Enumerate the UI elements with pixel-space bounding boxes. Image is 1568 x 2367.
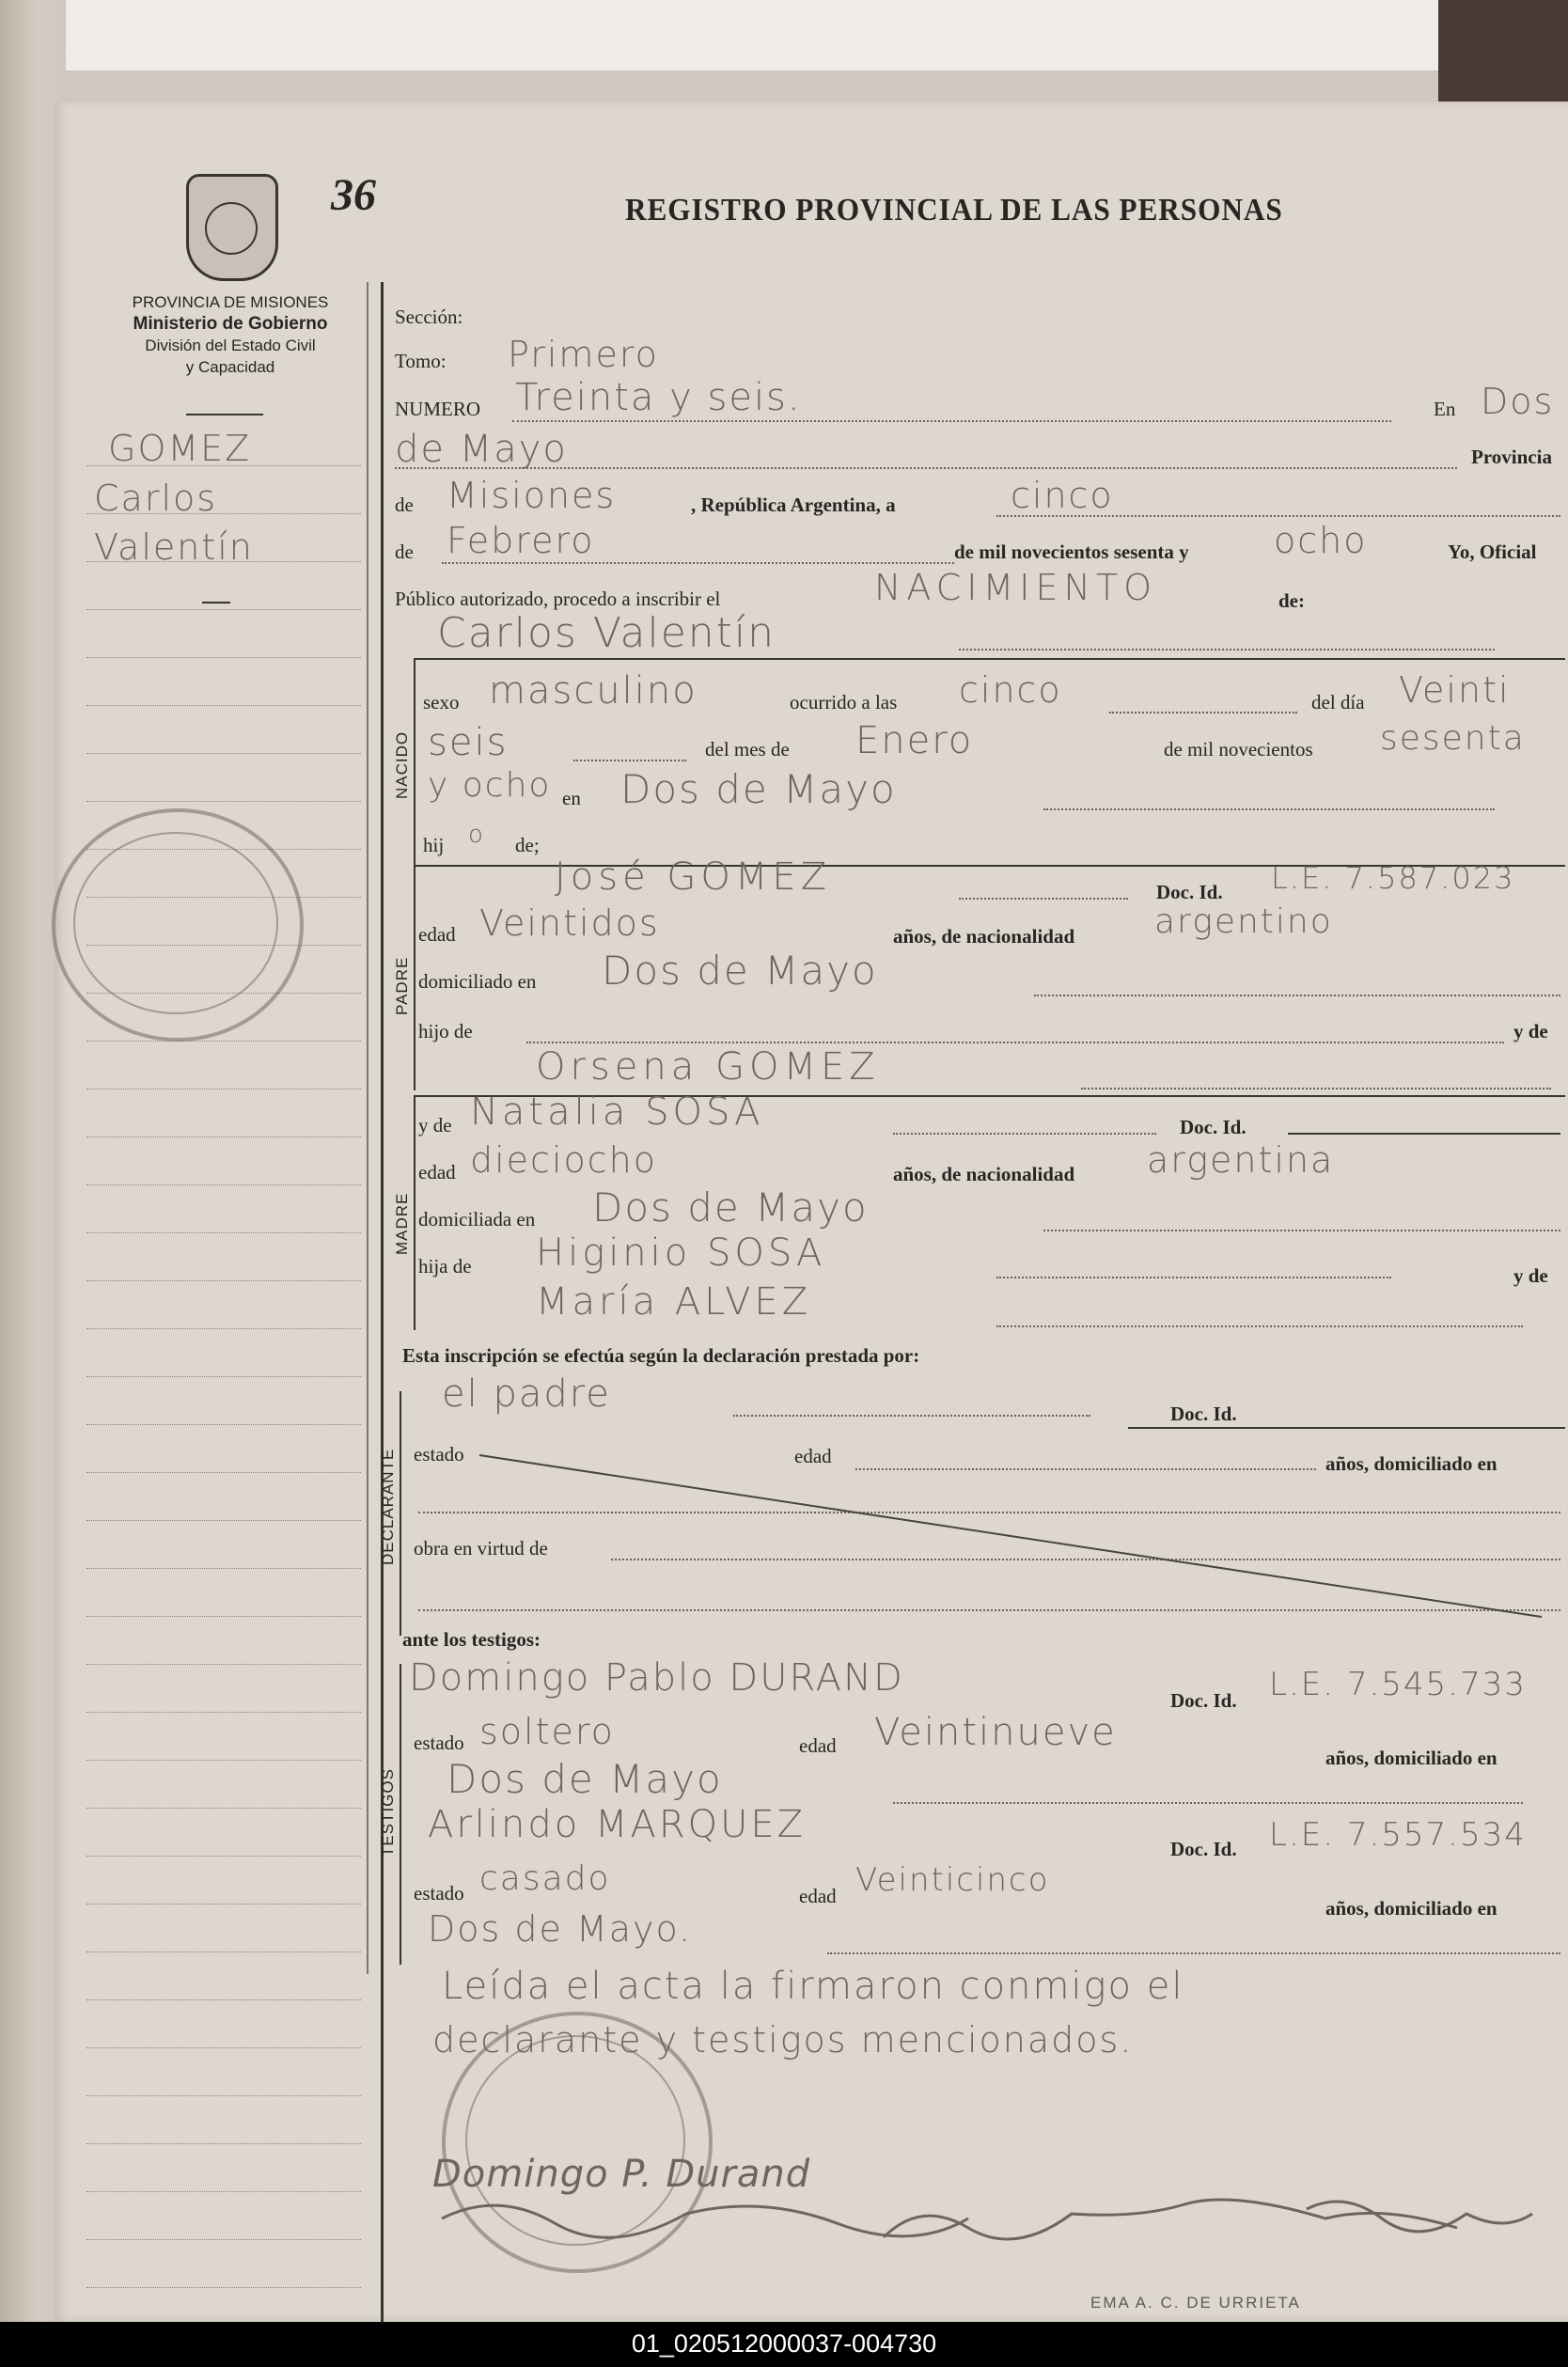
domicilio-label: domiciliada en <box>418 1208 536 1231</box>
testigo2-nombre-value: Arlindo MARQUEZ <box>428 1803 807 1846</box>
mil-label: de mil novecientos <box>1164 738 1313 760</box>
de-label: de <box>395 494 414 516</box>
inscripto-value: Carlos Valentín <box>437 609 776 657</box>
document-title: REGISTRO PROVINCIAL DE LAS PERSONAS <box>625 193 1283 227</box>
hijo-de-label: hijo de <box>418 1020 473 1042</box>
hijo-suffix-value: o <box>468 821 485 849</box>
anios-domicilio-label: años, domiciliado en <box>1325 1747 1497 1769</box>
numero-label: NUMERO <box>395 398 481 420</box>
anio2-value: y ocho <box>428 766 552 805</box>
nacido-section-label: NACIDO <box>393 730 411 799</box>
edad-label: edad <box>418 1161 456 1184</box>
madre-padre-value: Higinio SOSA <box>536 1231 826 1275</box>
margin-surname: GOMEZ <box>108 428 252 469</box>
issuing-authority: PROVINCIA DE MISIONES Ministerio de Gobierno División del Estado Civil y Capacidad <box>132 293 329 376</box>
padre-domicilio-value: Dos de Mayo <box>602 948 878 994</box>
madre-section-label: MADRE <box>393 1192 411 1255</box>
edad-label: edad <box>794 1445 832 1467</box>
margin-given-name-1: Carlos <box>94 478 218 519</box>
dia-value: cinco <box>1011 475 1114 516</box>
padre-doc-value: L.E. 7.587.023 <box>1271 860 1515 896</box>
declarante-value: el padre <box>442 1372 611 1416</box>
edad-label: edad <box>799 1734 837 1757</box>
numero-value: Treinta y seis. <box>515 376 802 419</box>
estado-label: estado <box>414 1732 464 1754</box>
testigo2-doc-value: L.E. 7.557.534 <box>1269 1816 1527 1854</box>
ocurrido-label: ocurrido a las <box>790 691 898 713</box>
tomo-value: Primero <box>508 334 659 375</box>
mes-value: Febrero <box>447 520 595 561</box>
padre-edad-value: Veintidos <box>479 902 660 944</box>
declarante-section-label: DECLARANTE <box>379 1448 397 1565</box>
del-dia-label: del día <box>1311 691 1365 713</box>
padre-nombre-value: José GOMEZ <box>555 855 832 899</box>
madre-domicilio-value: Dos de Mayo <box>592 1184 869 1231</box>
de-label: de <box>395 541 414 563</box>
testigo2-estado-value: casado <box>479 1859 611 1898</box>
en-label: en <box>562 787 581 809</box>
yo-label: Yo, Oficial <box>1448 541 1537 563</box>
anios-domicilio-label: años, domiciliado en <box>1325 1897 1497 1920</box>
y-de-label: y de <box>418 1114 452 1136</box>
padre-madre-value: Orsena GOMEZ <box>536 1045 880 1089</box>
mil-label: de mil novecientos sesenta y <box>954 541 1189 563</box>
del-mes-label: del mes de <box>705 738 790 760</box>
padre-nacionalidad-value: argentino <box>1154 902 1333 941</box>
domicilio-label: domiciliado en <box>418 970 537 993</box>
de-colon-label: de: <box>1278 589 1305 612</box>
mes-value: Enero <box>855 719 974 762</box>
page-number: 36 <box>331 170 376 220</box>
lugar-value: de Mayo <box>395 428 568 471</box>
seccion-label: Sección: <box>395 306 463 328</box>
testigo1-edad-value: Veintinueve <box>874 1711 1117 1754</box>
anio-value: sesenta <box>1380 719 1526 758</box>
provincia-value: Misiones <box>447 475 617 516</box>
madre-doc-label: Doc. Id. <box>1180 1116 1247 1138</box>
anio-value: ocho <box>1274 520 1368 561</box>
republica-label: , República Argentina, a <box>691 494 896 516</box>
margin-given-name-2: Valentín <box>94 526 254 568</box>
y-de-label: y de <box>1513 1020 1548 1042</box>
testigo1-estado-value: soltero <box>479 1711 615 1752</box>
lugar-value: Dos de Mayo <box>620 766 897 812</box>
declarante-intro: Esta inscripción se efectúa según la declaración prestada por: <box>402 1344 920 1367</box>
estado-label: estado <box>414 1443 464 1466</box>
hora-value: cinco <box>959 669 1062 711</box>
estado-label: estado <box>414 1882 464 1905</box>
closing-line-2: declarante y testigos mencionados. <box>432 2019 1134 2061</box>
testigos-intro: ante los testigos: <box>402 1628 541 1651</box>
testigo1-domicilio-value: Dos de Mayo <box>447 1756 723 1802</box>
madre-nacionalidad-value: argentina <box>1147 1139 1335 1181</box>
printer-imprint: EMA A. C. DE URRIETA <box>1090 2294 1301 2312</box>
closing-line-1: Leída el acta la firmaron conmigo el <box>442 1965 1184 2008</box>
anios-domicilio-label: años, domiciliado en <box>1325 1452 1497 1475</box>
testigo1-doc-value: L.E. 7.545.733 <box>1269 1666 1527 1703</box>
en-label: En <box>1434 398 1456 420</box>
signature-testigo1: Domingo P. Durand <box>432 2153 811 2196</box>
provincia-label: Provincia <box>1471 446 1552 468</box>
nacionalidad-label: años, de nacionalidad <box>893 925 1075 948</box>
sexo-value: masculino <box>489 669 698 713</box>
acto-value: NACIMIENTO <box>874 567 1158 608</box>
dia-value: Veinti <box>1399 669 1511 711</box>
testigo2-edad-value: Veinticinco <box>855 1861 1050 1899</box>
testigo1-nombre-value: Domingo Pablo DURAND <box>409 1656 904 1700</box>
hijo-label: hij <box>423 834 445 856</box>
madre-madre-value: María ALVEZ <box>536 1280 812 1324</box>
dia2-value: seis <box>428 721 509 764</box>
sexo-label: sexo <box>423 691 460 713</box>
madre-edad-value: dieciocho <box>470 1139 657 1181</box>
edad-label: edad <box>799 1885 837 1907</box>
declarante-doc-label: Doc. Id. <box>1170 1403 1237 1425</box>
padre-doc-label: Doc. Id. <box>1156 881 1223 903</box>
edad-label: edad <box>418 923 456 946</box>
obra-label: obra en virtud de <box>414 1537 548 1560</box>
publico-label: Público autorizado, procedo a inscribir el <box>395 588 721 610</box>
de-label: de; <box>515 834 540 856</box>
testigo1-doc-label: Doc. Id. <box>1170 1689 1237 1712</box>
hija-de-label: hija de <box>418 1255 472 1278</box>
en-value: Dos <box>1481 381 1555 422</box>
padre-section-label: PADRE <box>393 956 411 1015</box>
madre-nombre-value: Natalia SOSA <box>470 1090 764 1134</box>
testigo2-domicilio-value: Dos de Mayo. <box>428 1908 693 1950</box>
testigos-section-label: TESTIGOS <box>379 1768 397 1857</box>
image-id-caption: 01_020512000037-004730 <box>631 2329 937 2358</box>
testigo2-doc-label: Doc. Id. <box>1170 1838 1237 1860</box>
tomo-label: Tomo: <box>395 350 447 372</box>
nacionalidad-label: años, de nacionalidad <box>893 1163 1075 1185</box>
y-de-label: y de <box>1513 1264 1548 1287</box>
